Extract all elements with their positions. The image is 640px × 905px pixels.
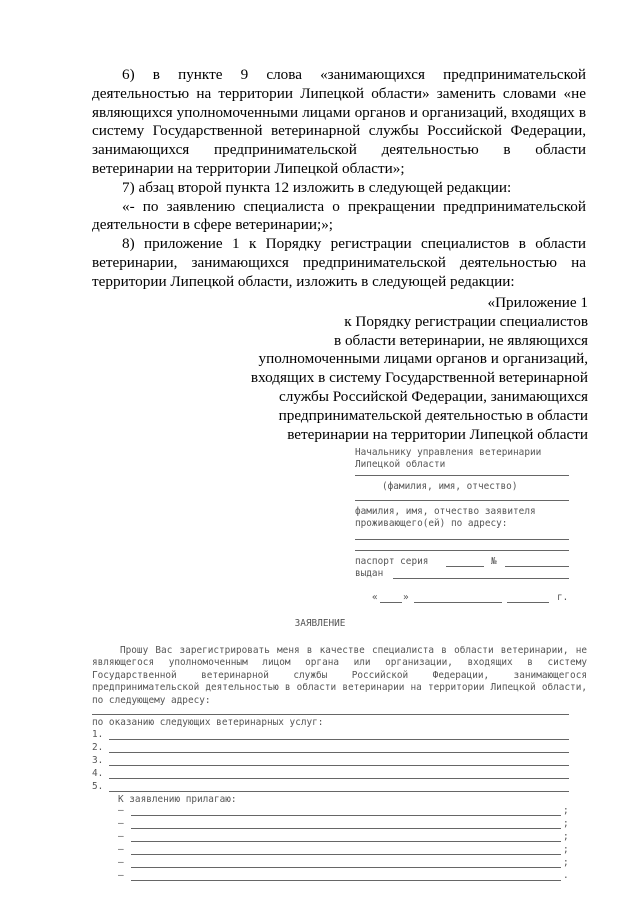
amendment-item-8: 8) приложение 1 к Порядку регистрации специалистов в области ветеринарии, занимающихся предпринимательской деятельностью на территории Липецкой области, изложить в следующей редакции: (92, 235, 586, 290)
service-number: 3. (92, 755, 104, 766)
attachment-field-2[interactable] (131, 828, 561, 829)
address-field[interactable] (92, 714, 569, 715)
passport-series-label: паспорт серия (355, 556, 429, 567)
service-number: 1. (92, 729, 104, 740)
addressee-line: Начальнику управления ветеринарии (355, 447, 542, 458)
services-label: по оказанию следующих ветеринарных услуг: (92, 717, 324, 728)
attachment-field-6[interactable] (131, 880, 561, 881)
amendment-item-7-text: «- по заявлению специалиста о прекращении предпринимательской деятельности в сфере ветеринарии;»; (92, 197, 586, 234)
appendix-line: предпринимательской деятельностью в области (278, 406, 588, 424)
amendment-item-6: 6) в пункте 9 слова «занимающихся предпринимательской деятельностью на территории Липецкой области» заменить словами «не являющихся уполномоченными лицами органов и организаций, входящих в систему Государственной ветеринарной службы Российской Федерации, занимающихся предпринимательской деятельностью в области ветеринарии на территории Липецкой области»; (92, 66, 586, 177)
passport-number-field[interactable] (505, 566, 569, 567)
address-field-1[interactable] (355, 539, 569, 540)
attachment-field-1[interactable] (131, 815, 561, 816)
service-number: 4. (92, 768, 104, 779)
request-text: Прошу Вас зарегистрировать меня в качестве специалиста в области ветеринарии, не являющегося уполномоченным лицом органа или организации, входящих в систему Государственной ветеринарной службы Российской Федерации, занимающегося предпринимательской деятельностью в области ветеринарии на территории Липецкой области, по следующему адресу: (92, 645, 587, 706)
appendix-line: «Приложение 1 (487, 294, 588, 311)
appendix-line: входящих в систему Государственной ветеринарной (250, 369, 588, 387)
date-year-field[interactable] (507, 602, 549, 603)
service-field-5[interactable] (109, 791, 569, 792)
attachment-dash: – (118, 857, 124, 868)
addressee-line: Липецкой области (355, 459, 446, 471)
passport-series-field[interactable] (446, 566, 484, 567)
fio-field-2[interactable] (355, 500, 569, 501)
applicant-label: фамилия, имя, отчество заявителя (355, 506, 536, 517)
attachment-period: . (563, 870, 569, 881)
appendix-line: ветеринарии на территории Липецкой области (287, 425, 588, 443)
attachment-field-5[interactable] (131, 867, 561, 868)
issued-field[interactable] (393, 578, 569, 579)
attachment-field-3[interactable] (131, 841, 561, 842)
attachment-dash: – (118, 818, 124, 829)
address-field-2[interactable] (355, 550, 569, 551)
service-field-3[interactable] (109, 765, 569, 766)
service-field-4[interactable] (109, 778, 569, 779)
attachment-dash: – (118, 870, 124, 881)
service-number: 5. (92, 781, 104, 792)
appendix-line: службы Российской Федерации, занимающихся (279, 387, 588, 405)
attachment-semicolon: ; (563, 805, 569, 816)
attachment-dash: – (118, 844, 124, 855)
service-number: 2. (92, 742, 104, 753)
applicant-address-label: проживающего(ей) по адресу: (355, 518, 508, 529)
fio-field[interactable] (355, 475, 569, 476)
appendix-line: к Порядку регистрации специалистов (344, 312, 588, 330)
fio-caption: (фамилия, имя, отчество) (382, 481, 518, 492)
passport-number-sign: № (491, 556, 497, 567)
attachment-field-4[interactable] (131, 854, 561, 855)
date-month-field[interactable] (414, 602, 502, 603)
service-field-2[interactable] (109, 752, 569, 753)
attachment-semicolon: ; (563, 818, 569, 829)
appendix-line: уполномоченными лицами органов и организаций, (258, 350, 588, 368)
attachment-semicolon: ; (563, 844, 569, 855)
date-year-suffix: г. (557, 592, 569, 603)
request-text-block (92, 645, 587, 707)
attachment-semicolon: ; (563, 857, 569, 868)
attachments-label: К заявлению прилагаю: (118, 794, 237, 805)
service-field-1[interactable] (109, 739, 569, 740)
attachment-dash: – (118, 805, 124, 816)
form-title: ЗАЯВЛЕНИЕ (294, 618, 346, 629)
date-day-field[interactable] (380, 602, 402, 603)
issued-label: выдан (355, 568, 384, 579)
attachment-semicolon: ; (563, 831, 569, 842)
attachment-dash: – (118, 831, 124, 842)
appendix-line: в области ветеринарии, не являющихся (333, 331, 588, 349)
amendment-item-7: 7) абзац второй пункта 12 изложить в следующей редакции: (122, 178, 512, 196)
amendments-section (92, 66, 586, 292)
appendix-header (208, 294, 588, 444)
date-open-quote: « (372, 592, 378, 603)
date-close-quote: » (403, 592, 409, 603)
addressee-block (355, 447, 569, 472)
